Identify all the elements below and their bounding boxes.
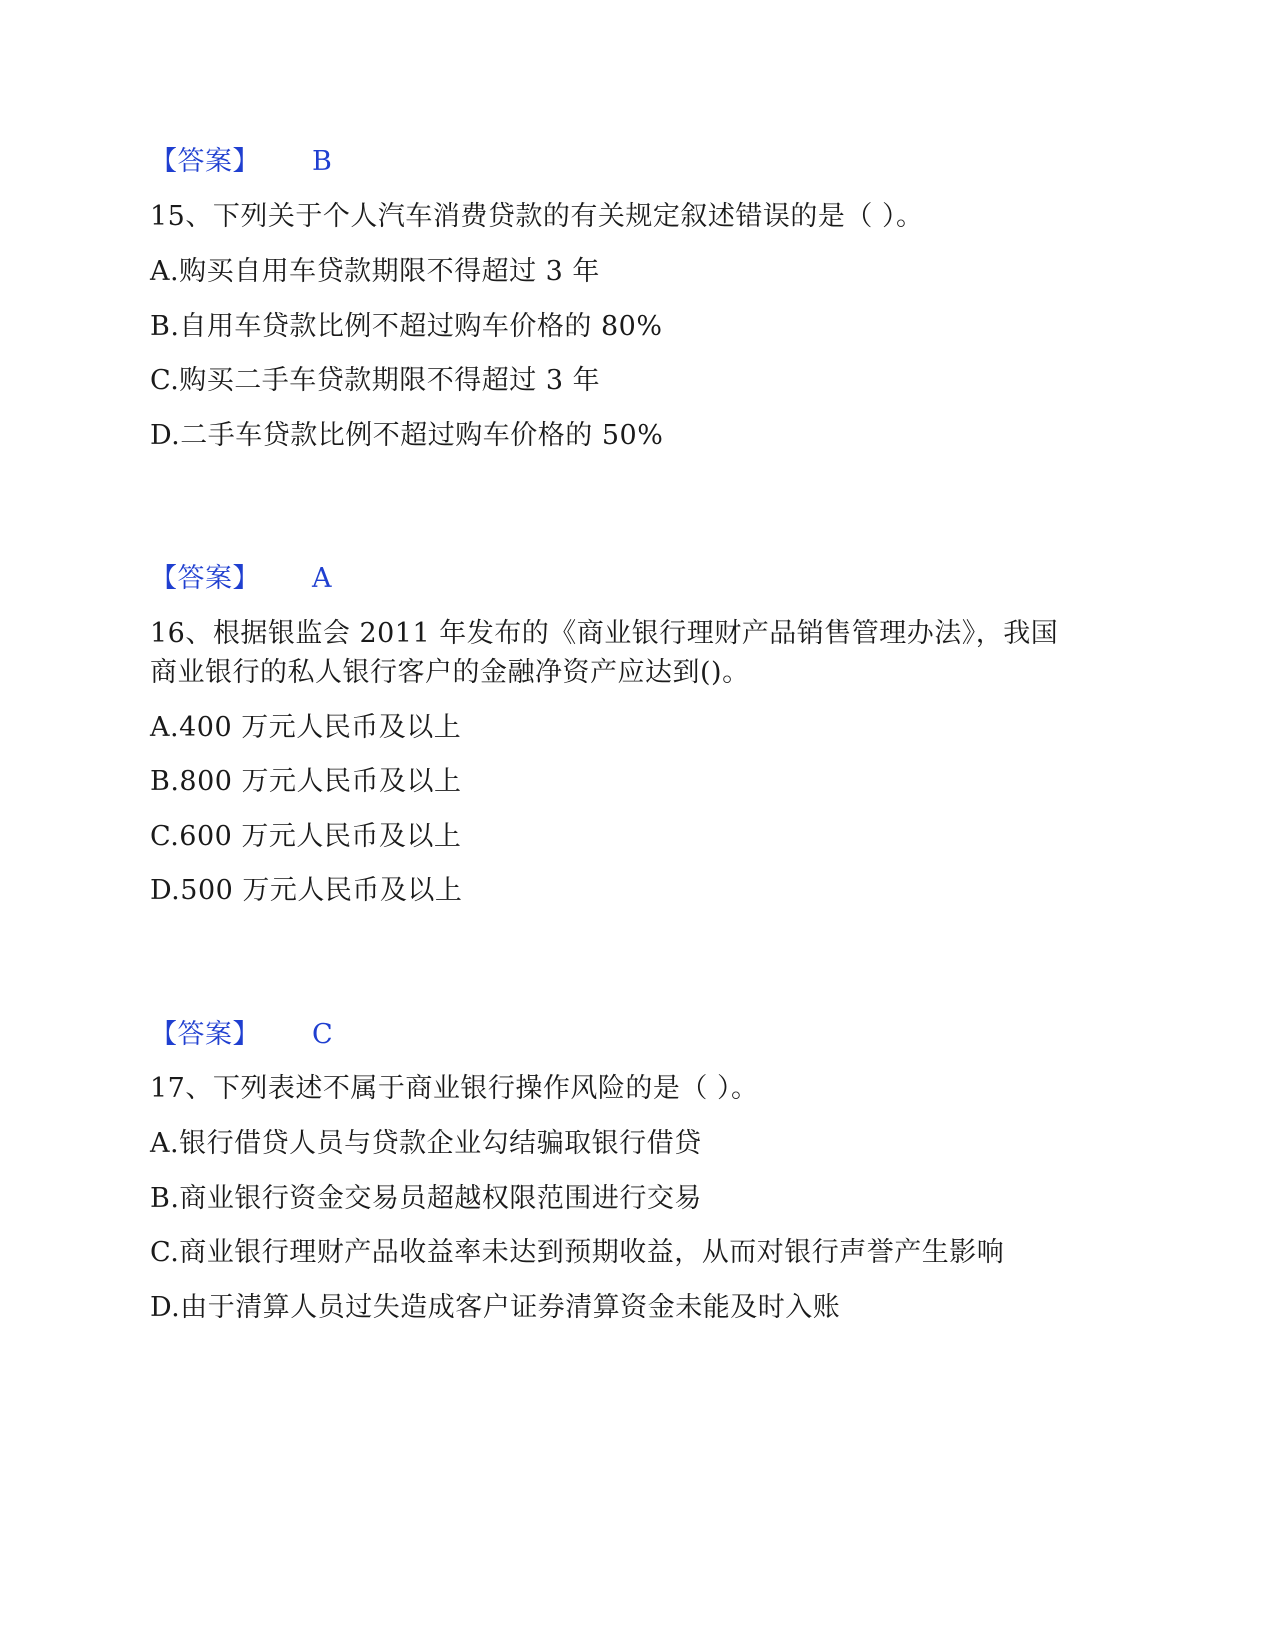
question-text-line-2: 商业银行的私人银行客户的金融净资产应达到()。 [150,657,750,688]
question-text-line-1: 16、根据银监会 2011 年发布的《商业银行理财产品销售管理办法》，我国 [150,618,1059,649]
option-c: C.600 万元人民币及以上 [150,821,462,852]
option-c: C.购买二手车贷款期限不得超过 3 年 [150,365,601,396]
answer-line [150,144,332,180]
option-a: A.400 万元人民币及以上 [150,712,462,743]
option-d: D.500 万元人民币及以上 [150,875,463,906]
answer-value: A [312,563,332,594]
option-b: B.商业银行资金交易员超越权限范围进行交易 [150,1183,702,1214]
question-text: 15、下列关于个人汽车消费贷款的有关规定叙述错误的是（ ）。 [150,201,924,232]
option-b: B.800 万元人民币及以上 [150,766,462,797]
answer-label: 【答案】 [150,146,260,177]
answer-value: B [312,146,333,177]
option-a: A.银行借贷人员与贷款企业勾结骗取银行借贷 [150,1128,702,1159]
answer-label: 【答案】 [150,1019,260,1050]
answer-line [150,1017,333,1053]
option-a: A.购买自用车贷款期限不得超过 3 年 [150,256,600,287]
question-text: 17、下列表述不属于商业银行操作风险的是（ ）。 [150,1073,759,1104]
option-d: D.由于清算人员过失造成客户证券清算资金未能及时入账 [150,1292,841,1323]
option-b: B.自用车贷款比例不超过购车价格的 80% [150,311,663,342]
answer-value: C [312,1019,334,1050]
option-c: C.商业银行理财产品收益率未达到预期收益，从而对银行声誉产生影响 [150,1237,1005,1268]
answer-label: 【答案】 [150,563,260,594]
option-d: D.二手车贷款比例不超过购车价格的 50% [150,420,664,451]
answer-line [150,561,332,597]
